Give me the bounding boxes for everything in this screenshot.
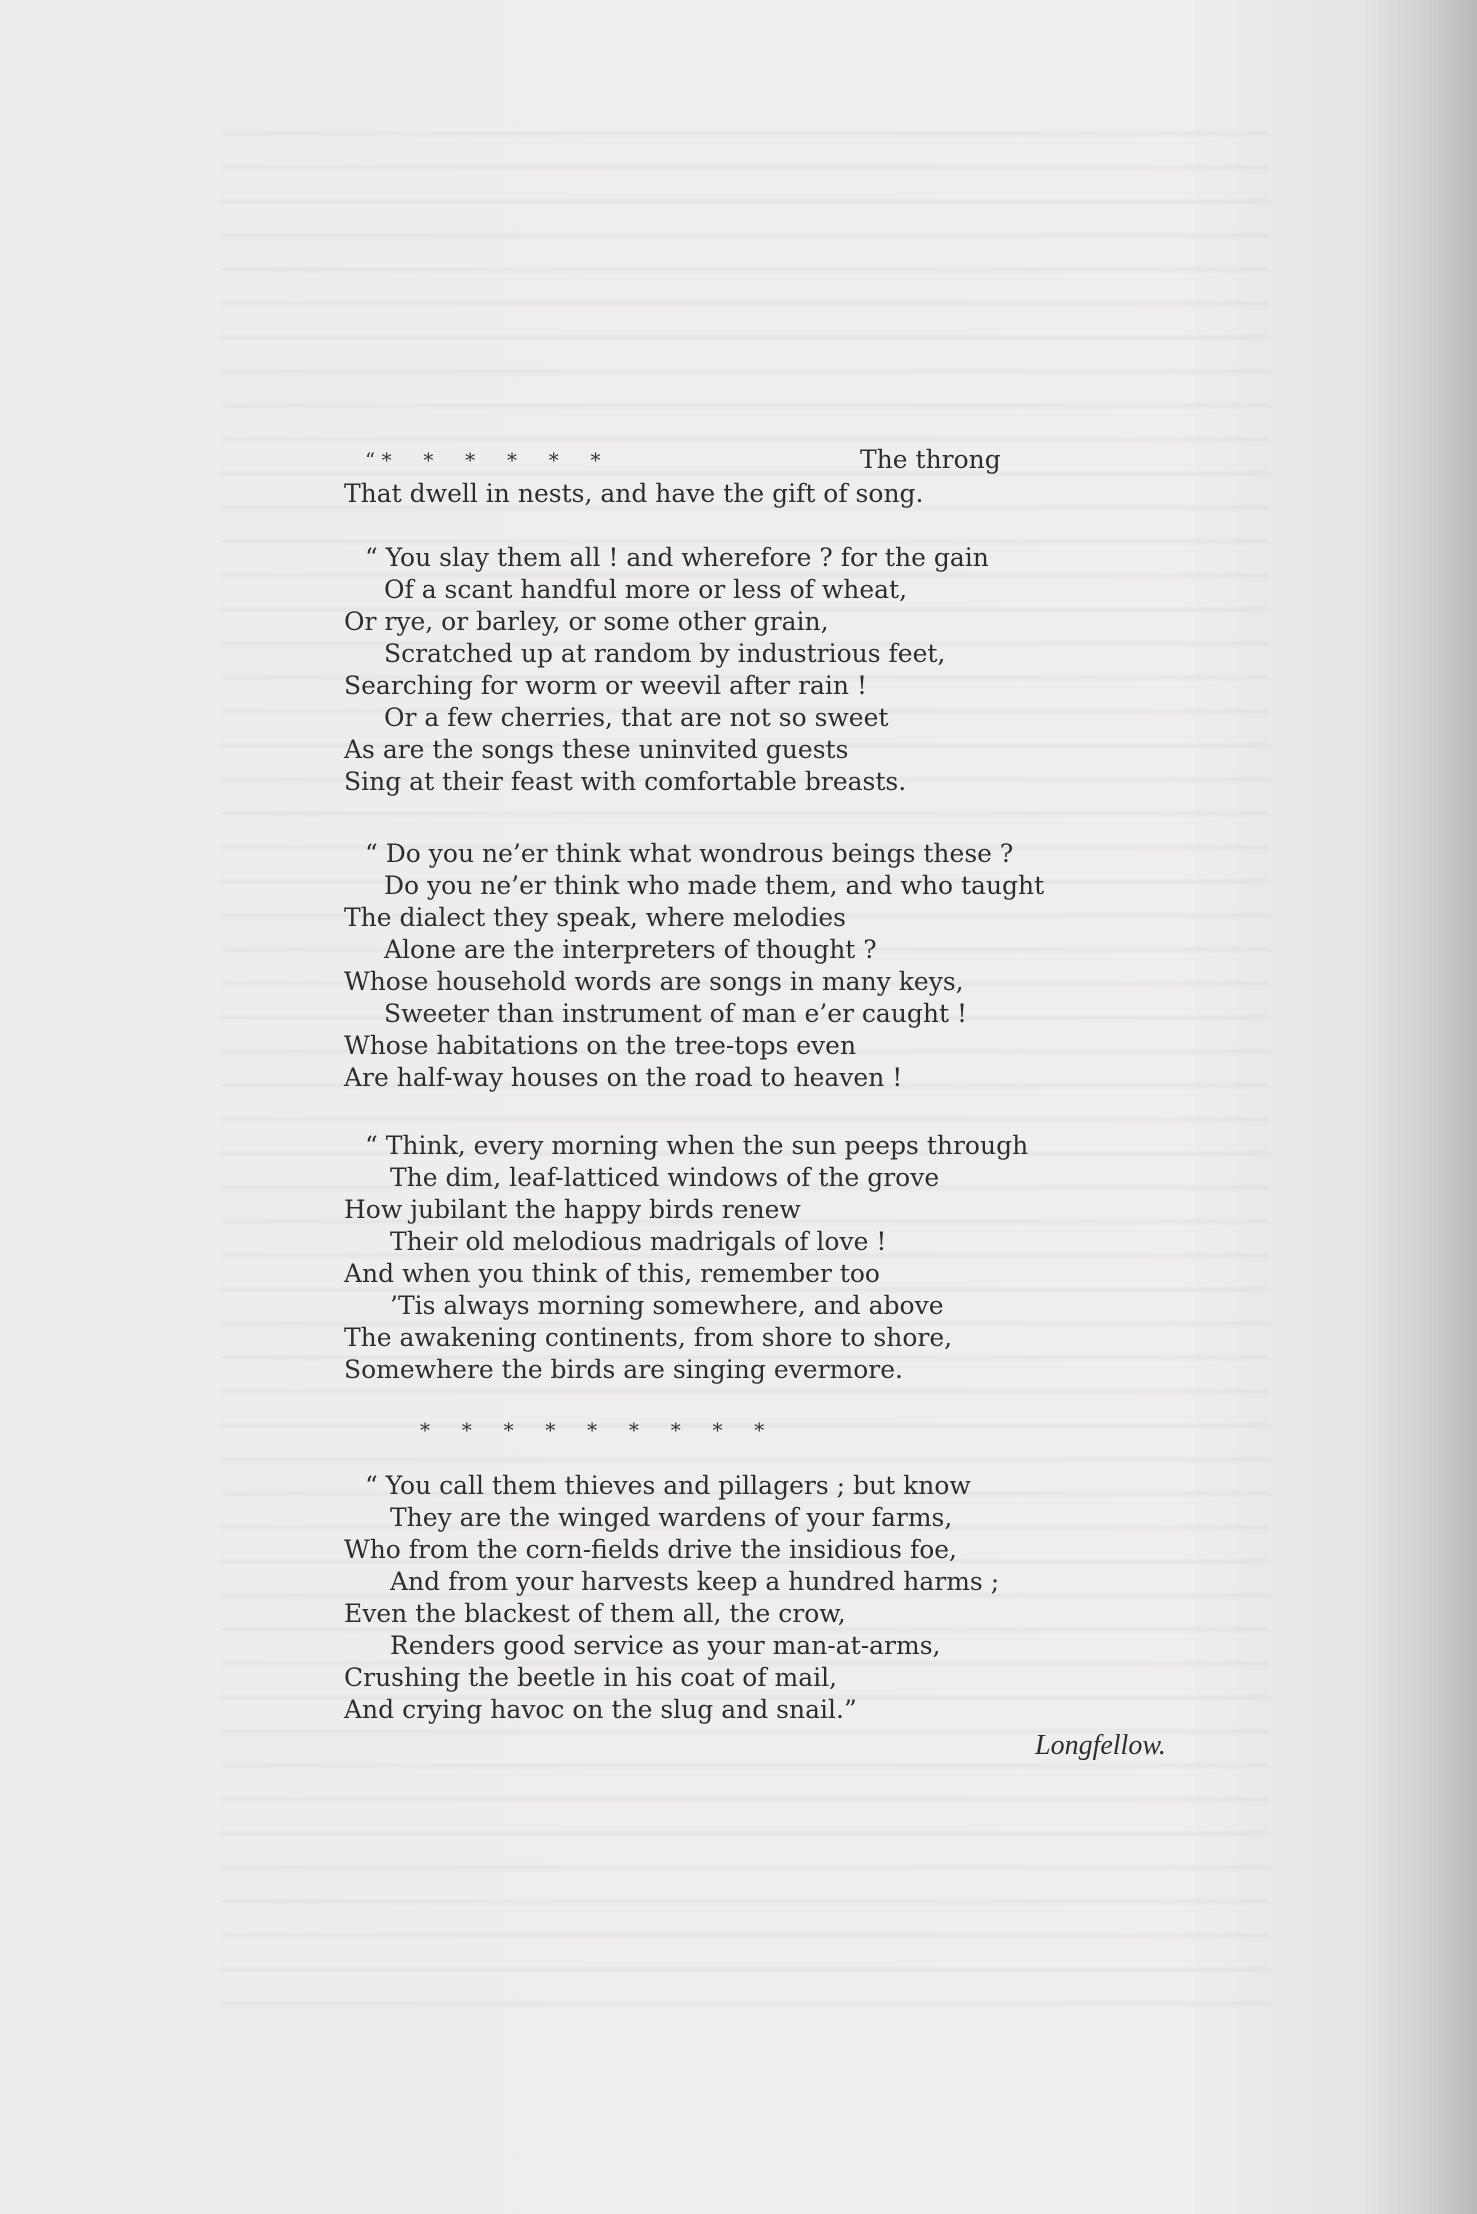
section-separator-asterisks: * * * * * * * * * bbox=[420, 1418, 765, 1442]
poem-line: Somewhere the birds are singing evermore. bbox=[344, 1355, 903, 1384]
poem-line: Sweeter than instrument of man e’er caught ! bbox=[384, 999, 968, 1028]
poem-line: Who from the corn-fields drive the insidious foe, bbox=[344, 1535, 957, 1564]
poem-line: And from your harvests keep a hundred harms ; bbox=[390, 1567, 1000, 1596]
poem-line: Do you ne’er think who made them, and who taught bbox=[384, 871, 1045, 900]
poem-line: “ Do you ne’er think what wondrous beings these ? bbox=[365, 839, 1014, 868]
poem-line: Searching for worm or weevil after rain ! bbox=[344, 671, 868, 700]
poem-line: Alone are the interpreters of thought ? bbox=[384, 935, 877, 964]
poem-line: Sing at their feast with comfortable breasts. bbox=[344, 767, 907, 796]
opening-asterisks: “ * * * * * * bbox=[365, 448, 601, 472]
poem-line: Even the blackest of them all, the crow, bbox=[344, 1599, 846, 1628]
author-attribution: Longfellow. bbox=[1035, 1730, 1166, 1761]
poem-line: Scratched up at random by industrious feet, bbox=[384, 639, 946, 668]
poem-line: Or rye, or barley, or some other grain, bbox=[344, 607, 829, 636]
poem-line: How jubilant the happy birds renew bbox=[344, 1195, 801, 1224]
poem-line: That dwell in nests, and have the gift of song. bbox=[344, 479, 924, 508]
poem-line: Are half-way houses on the road to heaven ! bbox=[344, 1063, 903, 1092]
poem-line: The dialect they speak, where melodies bbox=[344, 903, 846, 932]
poem-line: Crushing the beetle in his coat of mail, bbox=[344, 1663, 838, 1692]
poem-line: ’Tis always morning somewhere, and above bbox=[390, 1291, 944, 1320]
poem-line: As are the songs these uninvited guests bbox=[344, 735, 849, 764]
poem-line: The dim, leaf-latticed windows of the grove bbox=[390, 1163, 940, 1192]
poem-line: Whose habitations on the tree-tops even bbox=[344, 1031, 857, 1060]
poem-line: And crying havoc on the slug and snail.” bbox=[344, 1695, 857, 1724]
poem-line: “ Think, every morning when the sun peeps through bbox=[365, 1131, 1029, 1160]
poem-line: “ You call them thieves and pillagers ; but know bbox=[365, 1471, 971, 1500]
poem-line: And when you think of this, remember too bbox=[344, 1259, 880, 1288]
poem-line: Renders good service as your man-at-arms, bbox=[390, 1631, 941, 1660]
poem-line: Their old melodious madrigals of love ! bbox=[390, 1227, 887, 1256]
poem-line: Or a few cherries, that are not so sweet bbox=[384, 703, 889, 732]
poem-line: “ You slay them all ! and wherefore ? for the gain bbox=[365, 543, 989, 572]
opening-text: The throng bbox=[860, 445, 1001, 474]
poem-line: Of a scant handful more or less of wheat, bbox=[384, 575, 908, 604]
poem-line: Whose household words are songs in many keys, bbox=[344, 967, 964, 996]
poem-line: They are the winged wardens of your farms, bbox=[390, 1503, 953, 1532]
poem-line: The awakening continents, from shore to shore, bbox=[344, 1323, 953, 1352]
